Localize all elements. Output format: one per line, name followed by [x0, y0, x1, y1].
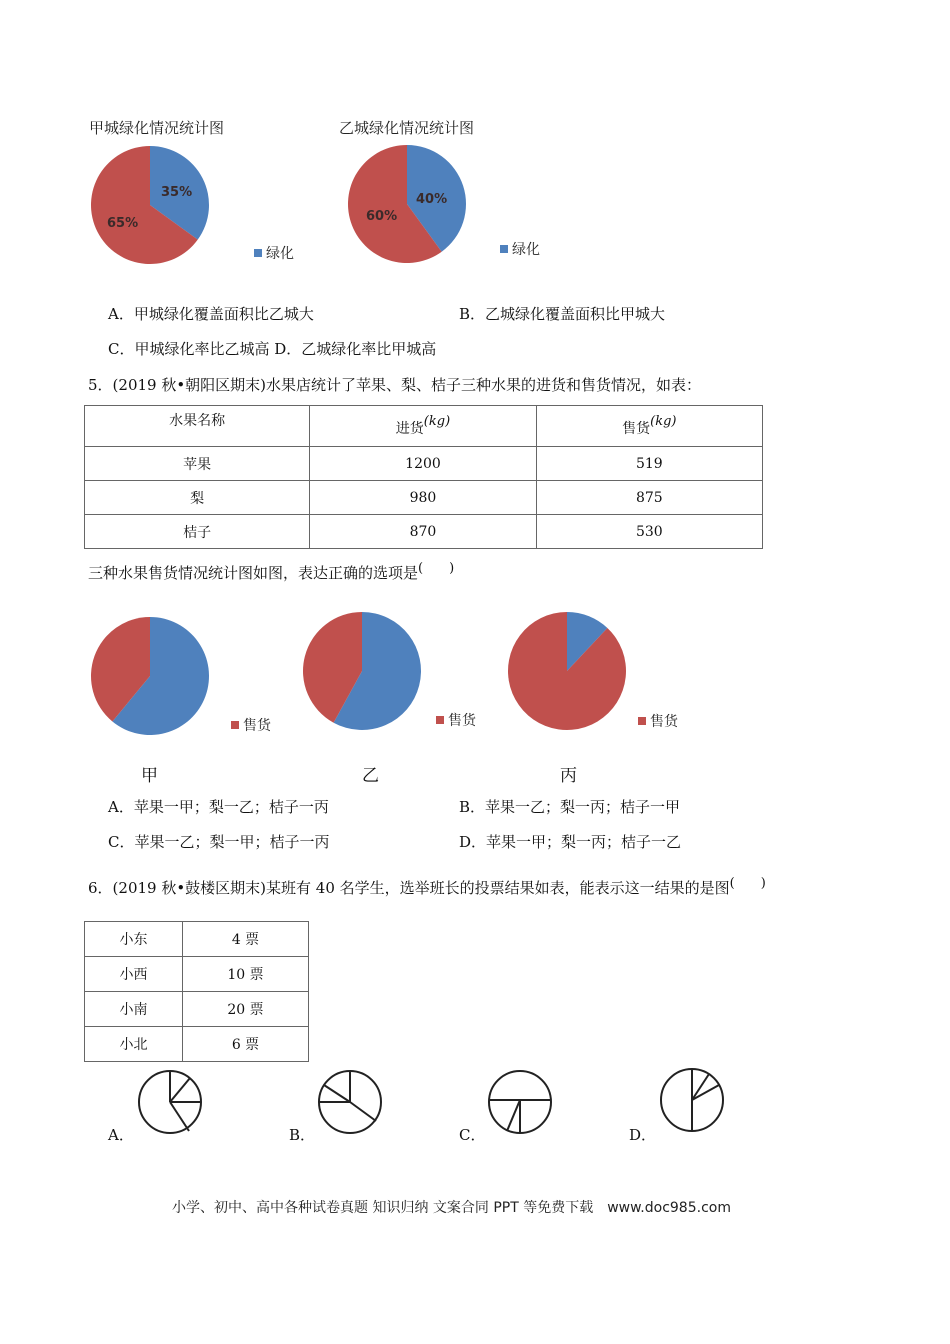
legend-swatch: [500, 245, 508, 253]
th-in-label: 进货: [395, 421, 424, 437]
legend-swatch: [231, 721, 239, 729]
cell: 530: [536, 515, 762, 549]
q4-option-b[interactable]: B．乙城绿化覆盖面积比甲城大: [459, 305, 666, 323]
q4-option-a[interactable]: A．甲城绿化覆盖面积比乙城大: [108, 305, 314, 323]
th-name: [85, 406, 310, 447]
cell: 870: [310, 515, 536, 549]
q6-option-c[interactable]: C．: [459, 1126, 486, 1144]
q5-question-text: 三种水果售货情况统计图如图，表达正确的选项是: [88, 564, 419, 582]
legend-yi: [500, 239, 540, 259]
th-name-label: 水果名称: [169, 413, 226, 429]
cell: 6 票: [183, 1027, 309, 1062]
table-row: [85, 515, 763, 549]
q5-option-b[interactable]: B．苹果一乙；梨一丙；桔子一甲: [459, 798, 681, 816]
cell: 519: [536, 447, 762, 481]
cell: 梨: [85, 481, 310, 515]
caption-bing: 丙: [560, 766, 577, 786]
q6-option-b[interactable]: B．: [289, 1126, 316, 1144]
legend-label: 售货: [448, 713, 476, 729]
q6-stem-line: [88, 872, 766, 898]
pie-label-other: 60%: [366, 209, 398, 224]
cell: 10 票: [183, 957, 309, 992]
q6-circle-c[interactable]: [486, 1068, 554, 1136]
legend-label: 售货: [243, 718, 271, 734]
th-in: [310, 406, 536, 447]
cell: 1200: [310, 447, 536, 481]
divider-line: [170, 1078, 190, 1102]
cell: 875: [536, 481, 762, 515]
chart-title-yi: 乙城绿化情况统计图: [339, 119, 475, 137]
th-out: [536, 406, 762, 447]
legend-bing-sales: [638, 711, 678, 731]
q6-option-d[interactable]: D．: [629, 1126, 657, 1144]
q5-option-d[interactable]: D．苹果一甲；梨一丙；桔子一乙: [459, 833, 682, 851]
q5-option-c[interactable]: C．苹果一乙；梨一甲；桔子一丙: [108, 833, 330, 851]
pie-slice: [508, 612, 626, 730]
legend-yi-sales: [436, 710, 476, 730]
table-row: [85, 481, 763, 515]
divider-line: [170, 1102, 189, 1131]
th-out-unit: (kg): [650, 414, 677, 429]
legend-swatch: [436, 716, 444, 724]
legend-label: 售货: [650, 714, 678, 730]
legend-swatch: [638, 717, 646, 725]
pie-label-other: 65%: [107, 216, 139, 231]
cell: 苹果: [85, 447, 310, 481]
q6-circle-a[interactable]: [136, 1068, 204, 1136]
cell: 小东: [85, 922, 183, 957]
pie-jia: [90, 616, 210, 736]
q6-table: [84, 921, 309, 1062]
divider-line: [350, 1102, 376, 1121]
page-footer: 小学、初中、高中各种试卷真题 知识归纳 文案合同 PPT 等免费下载 www.doc985.com: [172, 1200, 731, 1216]
th-out-label: 售货: [622, 421, 651, 437]
table-row: [85, 992, 309, 1027]
q5-stem: 5．(2019 秋•朝阳区期末)水果店统计了苹果、梨、桔子三种水果的进货和售货情况，如表：: [88, 376, 702, 394]
pie-label-green: 40%: [416, 192, 448, 207]
th-in-unit: (kg): [423, 414, 451, 429]
q6-stem: 6．(2019 秋•鼓楼区期末)某班有 40 名学生，选举班长的投票结果如表，能表示这一结果的是图: [88, 879, 730, 897]
legend-swatch: [254, 249, 262, 257]
chart-title-jia: 甲城绿化情况统计图: [89, 119, 225, 137]
q6-option-a[interactable]: A．: [108, 1126, 134, 1144]
pie-yi: [302, 611, 422, 731]
cell: 20 票: [183, 992, 309, 1027]
table-row: [85, 957, 309, 992]
table-row: [85, 1027, 309, 1062]
cell: 小西: [85, 957, 183, 992]
q5-table: [84, 405, 763, 549]
legend-jia-sales: [231, 715, 271, 735]
legend-label: 绿化: [512, 242, 540, 258]
cell: 980: [310, 481, 536, 515]
cell: 桔子: [85, 515, 310, 549]
pie-yi-city: [346, 143, 468, 265]
table-row: [85, 922, 309, 957]
divider-line: [324, 1085, 350, 1102]
q6-answer-paren[interactable]: ( ): [729, 876, 766, 891]
q5-option-a[interactable]: A．苹果一甲；梨一乙；桔子一丙: [108, 798, 329, 816]
q4-option-cd[interactable]: C．甲城绿化率比乙城高 D．乙城绿化率比甲城高: [108, 340, 437, 358]
legend-jia: [254, 243, 294, 263]
pie-jia-city: [89, 144, 211, 266]
legend-label: 绿化: [266, 246, 294, 262]
cell: 小南: [85, 992, 183, 1027]
cell: 小北: [85, 1027, 183, 1062]
caption-yi: 乙: [362, 766, 379, 786]
pie-label-green: 35%: [161, 185, 193, 200]
table-header-row: [85, 406, 763, 447]
pie-bing: [507, 611, 627, 731]
caption-jia: 甲: [141, 766, 158, 786]
cell: 4 票: [183, 922, 309, 957]
q5-question: [88, 557, 454, 583]
divider-line: [507, 1100, 520, 1131]
q6-circle-b[interactable]: [316, 1068, 384, 1136]
q5-answer-paren[interactable]: ( ): [418, 561, 455, 576]
table-row: [85, 447, 763, 481]
q6-circle-d[interactable]: [658, 1066, 726, 1134]
